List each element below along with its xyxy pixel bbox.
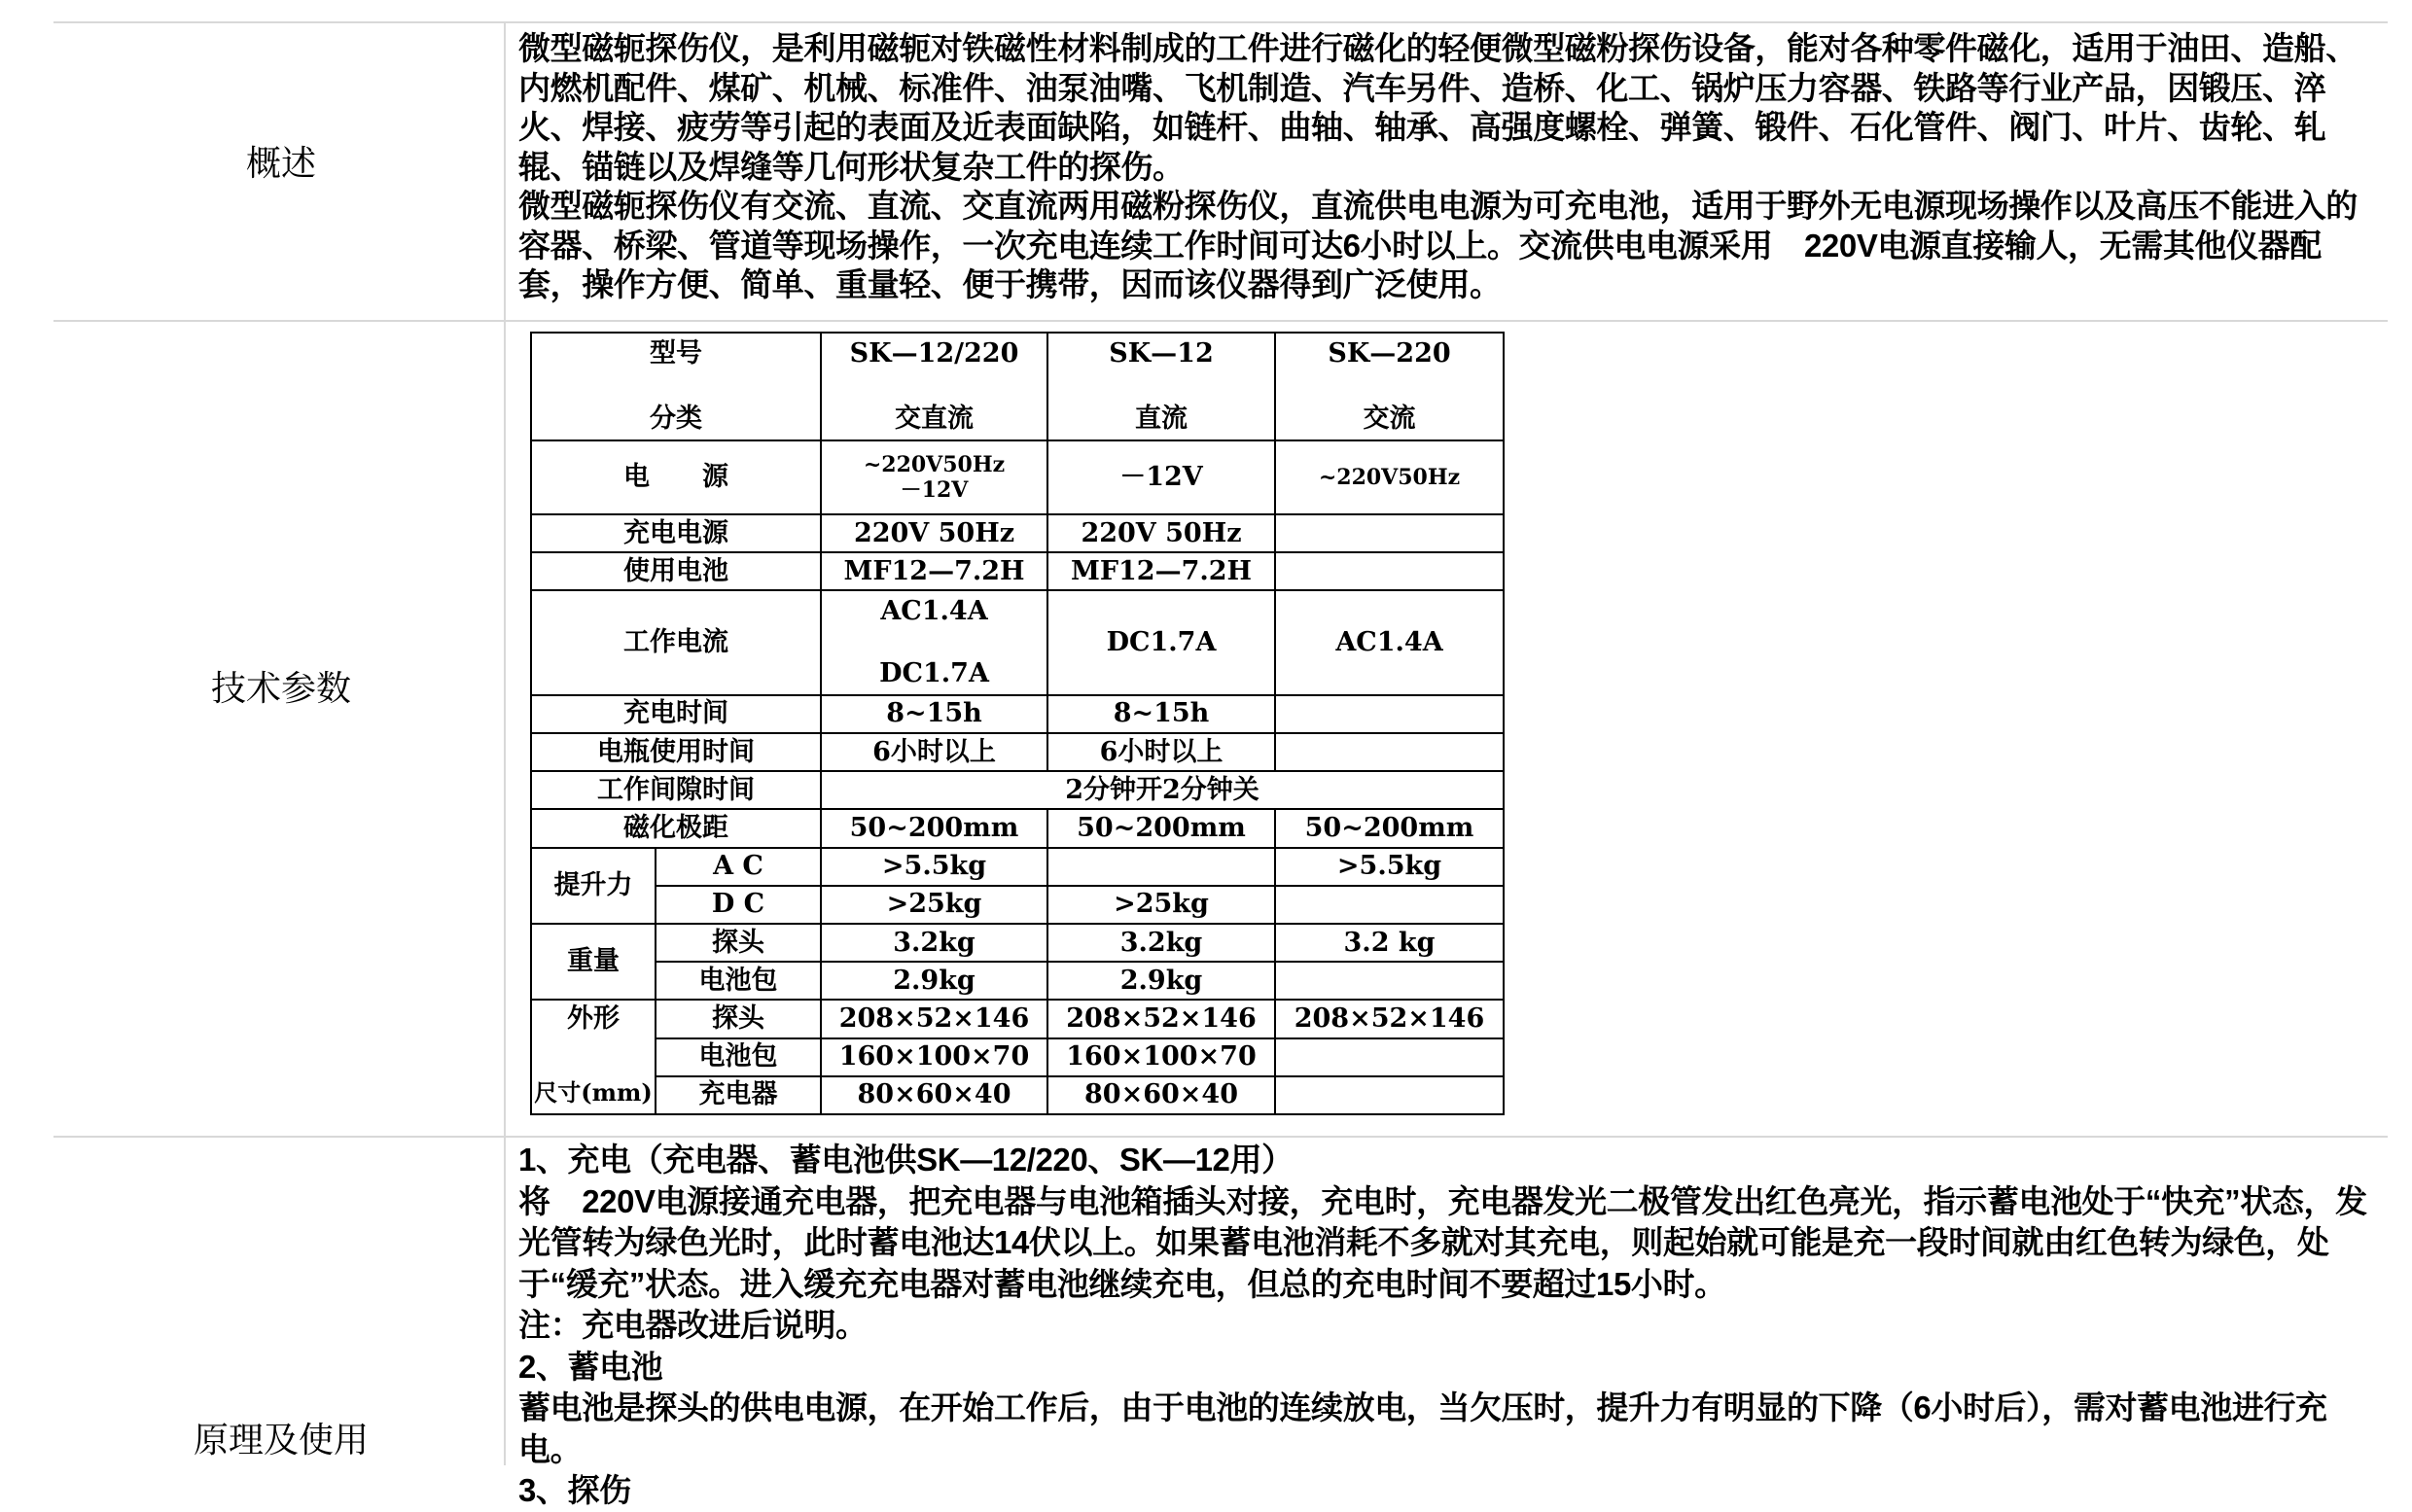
table-cell: 208×52×146 [1275, 1000, 1504, 1037]
usage-line: 2、蓄电池 [518, 1348, 663, 1385]
row-label: 提升力 [531, 848, 656, 924]
table-cell [1275, 1038, 1504, 1076]
model-name: SK—220 [1328, 338, 1451, 369]
table-cell: AC1.4A [1275, 590, 1504, 695]
table-cell [1275, 552, 1504, 590]
section-label-usage: 原理及使用 [193, 1420, 369, 1459]
section-label-specs: 技术参数 [210, 668, 351, 708]
table-row [531, 924, 1504, 962]
dims-label-top: 外形 [567, 1003, 620, 1035]
header-model-1 [821, 333, 1047, 440]
dims-label-bottom: 尺寸(mm) [534, 1078, 653, 1107]
table-cell: >25kg [1047, 886, 1275, 924]
table-cell: 3.2kg [1047, 924, 1275, 962]
table-row [531, 552, 1504, 590]
table-cell: 8~15h [821, 695, 1047, 733]
usage-line: 蓄电池是探头的供电电源，在开始工作后，由于电池的连续放电，当欠压时，提升力有明显的下降（6小时后），需对蓄电池进行充电。 [518, 1389, 2327, 1467]
table-cell [1047, 848, 1275, 886]
table-cell: 50~200mm [1275, 809, 1504, 847]
sub-label: 探头 [656, 924, 821, 962]
header-model-class [531, 333, 821, 440]
table-cell: 3.2kg [821, 924, 1047, 962]
cell-line: DC1.7A [879, 657, 989, 688]
overview-paragraph: 微型磁轭探伤仪有交流、直流、交直流两用磁粉探伤仪，直流供电电源为可充电池，适用于野外无电源现场操作以及高压不能进入的容器、桥梁、管道等现场操作，一次充电连续工作时间可达6小时以上。交流供电电源采用 220V电源直接输人，无需其他仪器配套，操作方便、简单、重量轻、便于携带，因而该仪器得到广泛使用。 [518, 188, 2358, 302]
table-row [531, 1038, 1504, 1076]
table-cell: 6小时以上 [1047, 733, 1275, 771]
table-row [531, 514, 1504, 552]
row-label: 充电电源 [531, 514, 821, 552]
table-cell: >5.5kg [1275, 848, 1504, 886]
divider-specs-usage [53, 1136, 2388, 1138]
table-cell [1275, 695, 1504, 733]
table-cell [821, 440, 1047, 514]
table-cell: MF12—7.2H [821, 552, 1047, 590]
top-border [53, 21, 2388, 23]
sub-label: 探头 [656, 1000, 821, 1037]
table-row [531, 848, 1504, 886]
row-label: 工作电流 [531, 590, 821, 695]
header-model-label: 型号 [650, 338, 702, 369]
model-type: 交流 [1363, 403, 1416, 434]
table-cell: 50~200mm [1047, 809, 1275, 847]
table-cell [821, 590, 1047, 695]
table-cell [1275, 733, 1504, 771]
sub-label: 电池包 [656, 1038, 821, 1076]
sub-label: 电池包 [656, 962, 821, 1000]
spec-table [530, 332, 1505, 1115]
table-row [531, 695, 1504, 733]
table-row [531, 440, 1504, 514]
table-cell [1275, 514, 1504, 552]
table-cell [1275, 962, 1504, 1000]
table-row [531, 886, 1504, 924]
table-cell: 3.2 kg [1275, 924, 1504, 962]
table-row [531, 333, 1504, 440]
divider-overview-specs [53, 320, 2388, 322]
table-cell: >25kg [821, 886, 1047, 924]
sub-label: 充电器 [656, 1076, 821, 1114]
table-row [531, 1076, 1504, 1114]
row-label: 重量 [531, 924, 656, 1000]
table-cell: 2.9kg [821, 962, 1047, 1000]
model-name: SK—12/220 [849, 338, 1019, 369]
table-cell: 220V 50Hz [821, 514, 1047, 552]
row-label: 电 源 [531, 440, 821, 514]
cell-line: AC1.4A [880, 596, 988, 627]
header-model-2 [1047, 333, 1275, 440]
cell-line: ~220V50Hz [863, 451, 1006, 477]
usage-line: 将 220V电源接通充电器，把充电器与电池箱插头对接，充电时，充电器发光二极管发出红色亮光，指示蓄电池处于“快充”状态，发光管转为绿色光时，此时蓄电池达14伏以上。如果蓄电池消耗不多就对其充电，则起始就可能是充一段时间就由红色转为绿色，处于“缓充”状态。进入缓充充电器对蓄电池继续充电，但总的充电时间不要超过15小时。 [518, 1182, 2367, 1302]
row-label: 电瓶使用时间 [531, 733, 821, 771]
sub-label: A C [656, 848, 821, 886]
header-class-label: 分类 [650, 403, 702, 434]
table-cell: 208×52×146 [821, 1000, 1047, 1037]
table-cell: ~220V50Hz [1275, 440, 1504, 514]
model-type: 交直流 [895, 403, 974, 434]
header-model-3 [1275, 333, 1504, 440]
table-cell: 50~200mm [821, 809, 1047, 847]
table-row [531, 962, 1504, 1000]
row-label: 工作间隙时间 [531, 771, 821, 809]
model-type: 直流 [1135, 403, 1188, 434]
table-row [531, 771, 1504, 809]
table-cell: MF12—7.2H [1047, 552, 1275, 590]
row-label: 使用电池 [531, 552, 821, 590]
table-row [531, 733, 1504, 771]
table-cell: －12V [1047, 440, 1275, 514]
sub-label: D C [656, 886, 821, 924]
table-cell: 160×100×70 [1047, 1038, 1275, 1076]
section-body-overview [518, 29, 2376, 305]
table-cell: 2分钟开2分钟关 [821, 771, 1504, 809]
row-label-dimensions [531, 1000, 656, 1114]
section-body-usage [518, 1140, 2376, 1512]
table-cell: 8~15h [1047, 695, 1275, 733]
row-label: 充电时间 [531, 695, 821, 733]
table-cell: 220V 50Hz [1047, 514, 1275, 552]
table-cell [1275, 1076, 1504, 1114]
table-cell: 6小时以上 [821, 733, 1047, 771]
usage-line: 1、充电（充电器、蓄电池供SK—12/220、SK—12用） [518, 1142, 1294, 1178]
column-divider [504, 21, 506, 1465]
usage-line: 注：充电器改进后说明。 [518, 1307, 868, 1343]
table-cell: >5.5kg [821, 848, 1047, 886]
model-name: SK—12 [1109, 338, 1214, 369]
table-row [531, 590, 1504, 695]
table-cell: 208×52×146 [1047, 1000, 1275, 1037]
table-cell: 160×100×70 [821, 1038, 1047, 1076]
cell-line: －12V [900, 476, 969, 503]
table-cell: 80×60×40 [1047, 1076, 1275, 1114]
table-cell: 80×60×40 [821, 1076, 1047, 1114]
table-row [531, 809, 1504, 847]
usage-line: 3、探伤 [518, 1472, 631, 1508]
overview-paragraph: 微型磁轭探伤仪，是利用磁轭对铁磁性材料制成的工件进行磁化的轻便微型磁粉探伤设备，能对各种零件磁化，适用于油田、造船、内燃机配件、煤矿、机械、标准件、油泵油嘴、飞机制造、汽车另件、造桥、化工、锅炉压力容器、铁路等行业产品，因锻压、淬火、焊接、疲劳等引起的表面及近表面缺陷，如链杆、曲轴、轴承、高强度螺栓、弹簧、锻件、石化管件、阀门、叶片、齿轮、轧辊、锚链以及焊缝等几何形状复杂工件的探伤。 [518, 30, 2358, 185]
section-label-overview: 概述 [245, 143, 316, 183]
table-cell: DC1.7A [1047, 590, 1275, 695]
row-label: 磁化极距 [531, 809, 821, 847]
table-cell [1275, 886, 1504, 924]
table-cell: 2.9kg [1047, 962, 1275, 1000]
table-row [531, 1000, 1504, 1037]
